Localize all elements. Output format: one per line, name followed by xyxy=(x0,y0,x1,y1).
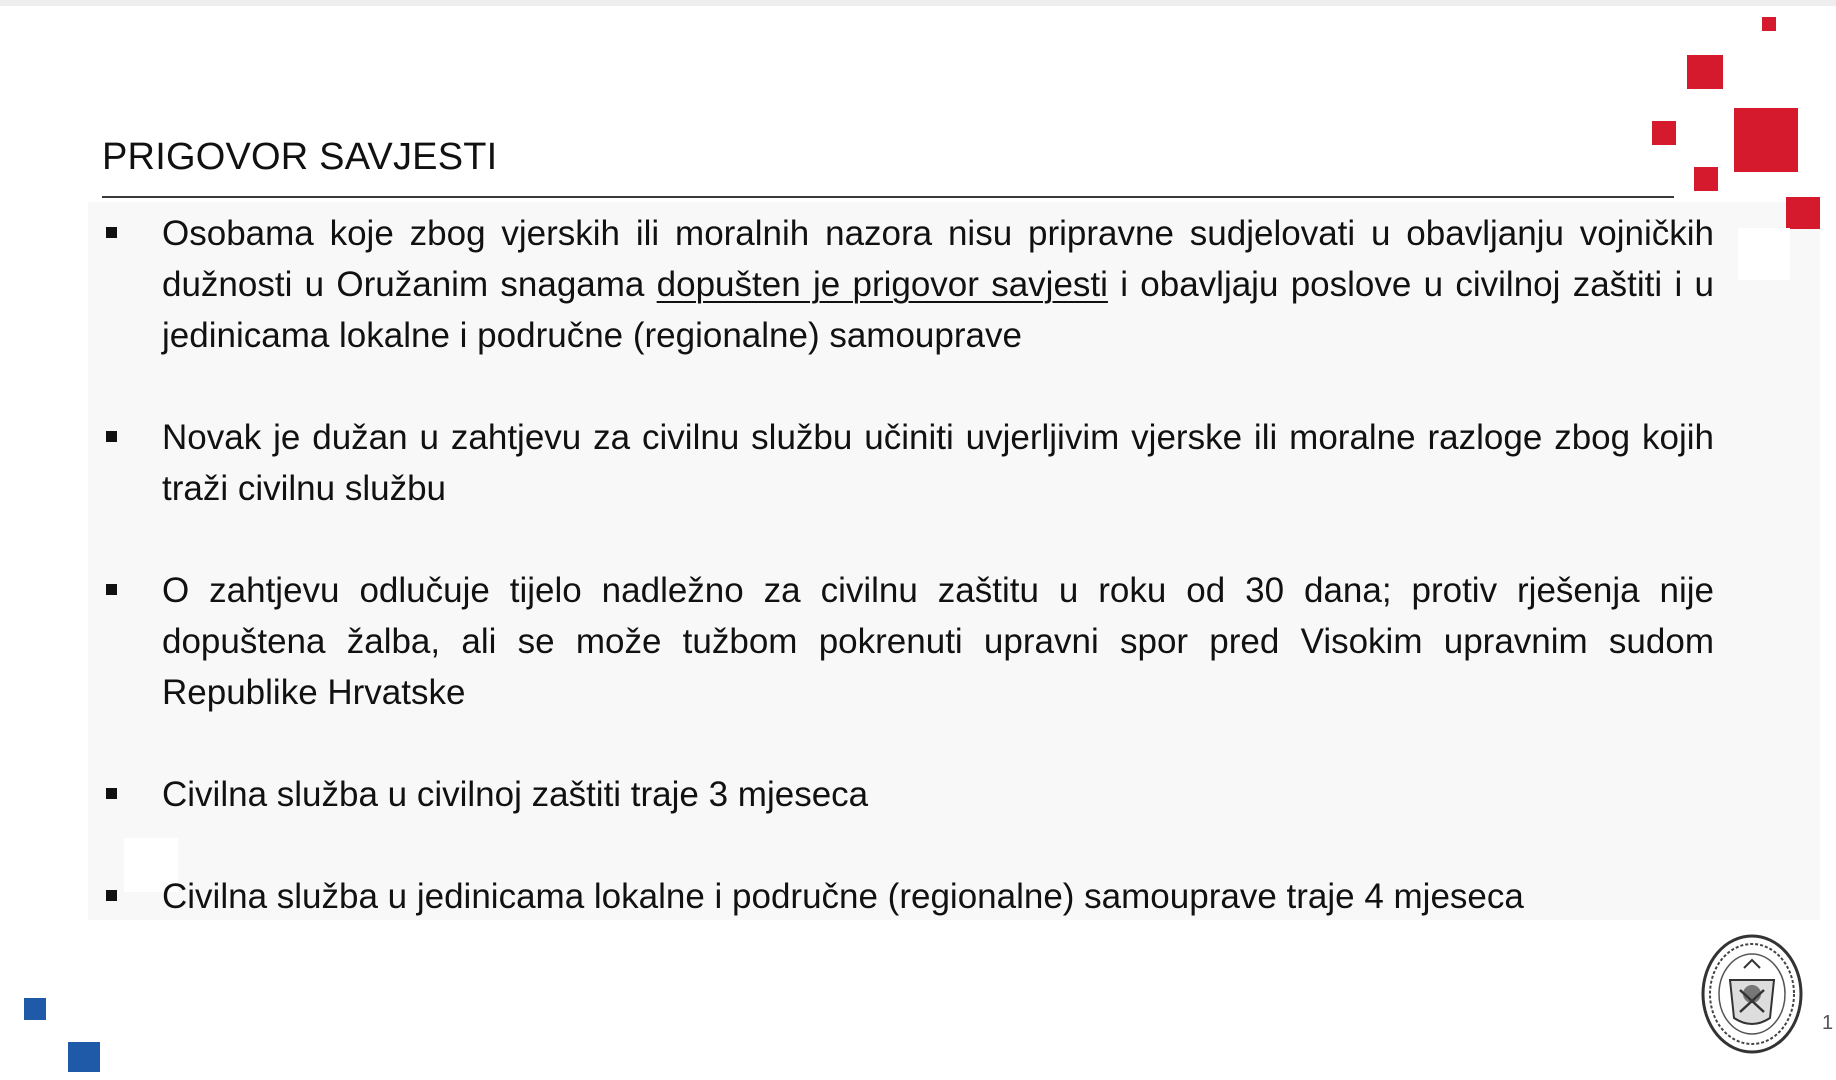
square-bullet-icon xyxy=(106,227,117,238)
bullet-item-conscientious-objection xyxy=(102,208,1714,361)
red-square-decoration xyxy=(1694,167,1718,191)
square-bullet-icon xyxy=(106,431,117,442)
page-number: 1 xyxy=(1822,1012,1834,1034)
bullet-item-local-government-duration xyxy=(102,871,1714,922)
red-square-decoration xyxy=(1762,17,1776,31)
top-band xyxy=(0,0,1836,6)
square-bullet-icon xyxy=(106,584,117,595)
bullet-item-decision-procedure xyxy=(102,565,1714,718)
square-bullet-icon xyxy=(106,788,117,799)
white-square-decoration xyxy=(1738,228,1790,280)
bullet-item-request-reasons xyxy=(102,412,1714,514)
red-square-decoration xyxy=(1786,197,1820,229)
university-seal-icon xyxy=(1700,932,1804,1056)
bullet-text: Civilna služba u civilnoj zaštiti traje 3 mjeseca xyxy=(162,775,869,814)
blue-square-decoration xyxy=(24,998,46,1020)
bullet-list xyxy=(102,208,1714,922)
blue-square-decoration xyxy=(68,1042,100,1072)
square-bullet-icon xyxy=(106,890,117,901)
bullet-item-civil-protection-duration xyxy=(102,769,1714,820)
slide-title: PRIGOVOR SAVJESTI xyxy=(102,136,498,178)
red-square-decoration xyxy=(1687,55,1723,89)
bullet-text: Civilna služba u jedinicama lokalne i područne (regionalne) samouprave traje 4 mjeseca xyxy=(162,877,1524,916)
bullet-text-underlined: dopušten je prigovor savjesti xyxy=(656,265,1108,304)
bullet-text: Osobama koje zbog vjerskih ili moralnih nazora nisu pripravne sudjelovati u obavljanju vojničkih dužnosti u Oružanim snagama xyxy=(162,214,1714,304)
title-divider xyxy=(102,196,1674,198)
red-square-decoration xyxy=(1652,121,1676,145)
bullet-text: i obavljaju poslove u civilnoj zaštiti i u jedinicama lokalne i područne (regionalne) samouprave xyxy=(162,265,1714,355)
bullet-text: O zahtjevu odlučuje tijelo nadležno za civilnu zaštitu u roku od 30 dana; protiv rješenja nije dopuštena žalba, ali se može tužbom pokrenuti upravni spor pred Visokim upravnim sudom Republike Hrvatske xyxy=(162,571,1714,712)
bullet-text: Novak je dužan u zahtjevu za civilnu službu učiniti uvjerljivim vjerske ili moralne razloge zbog kojih traži civilnu službu xyxy=(162,418,1714,508)
red-square-decoration xyxy=(1734,108,1798,172)
